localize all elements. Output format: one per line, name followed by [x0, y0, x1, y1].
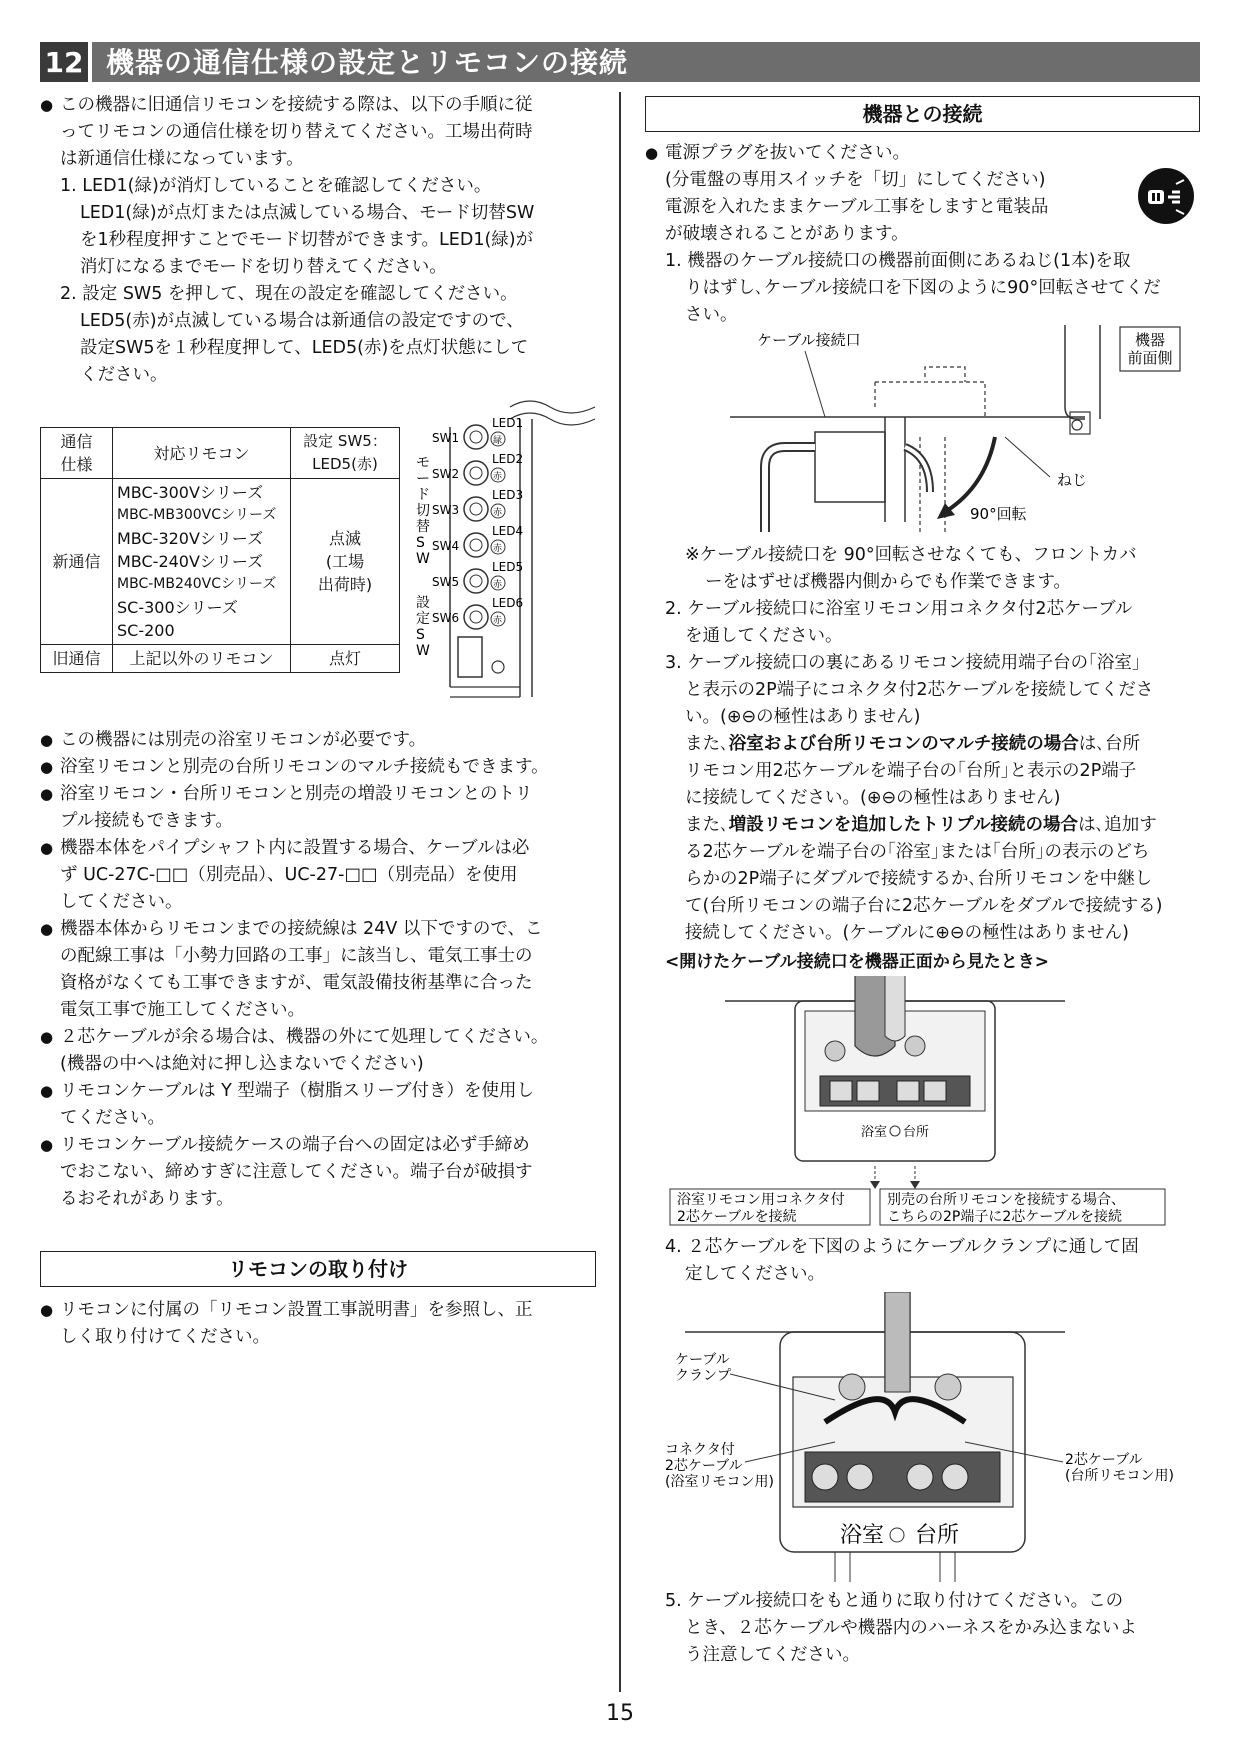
step-2: 2. 設定 SW5 を押して、現在の設定を確認してください。 LED5(赤)が点滅している場合は新通信の設定ですので、 設定SW5を１秒程度押して、LED5(赤)を点灯状態にして ください。: [60, 284, 529, 385]
led-color-label: 赤: [493, 616, 503, 626]
fig1-port-label: ケーブル接続口: [757, 331, 861, 349]
connector: [458, 637, 482, 677]
switch-button: [464, 533, 488, 557]
table-cell: 上記以外のリモコン: [113, 645, 291, 673]
switch-button-inner: [470, 503, 482, 515]
fig2-bath-label: 浴室: [861, 1125, 888, 1140]
fig3-left-label-2: 2芯ケーブル: [665, 1458, 743, 1474]
led-label: LED5: [492, 560, 524, 574]
fig1-screw-label: ねじ: [1057, 471, 1088, 489]
list-item: ● 浴室リモコンと別売の台所リモコンのマルチ接続もできます。: [40, 754, 596, 781]
remote-install-heading: リモコンの取り付け: [40, 1251, 596, 1287]
led-label: LED3: [492, 488, 524, 502]
table-header-remote: 対応リモコン: [113, 428, 291, 479]
left-column: [40, 92, 596, 1351]
switch-button-inner: [470, 539, 482, 551]
table-cell: 新通信: [41, 479, 113, 645]
fig3-clamp-label-2: クランプ: [675, 1368, 731, 1384]
list-item: ● リモコンケーブル接続ケースの端子台への固定は必ず手締め でおこない、締めすぎに注意してください。端子台が破損す るおそれがあります。: [40, 1132, 596, 1213]
rotation-figure: [645, 307, 1200, 542]
switch-label: SW2: [432, 467, 460, 481]
table-cell: 点灯: [291, 645, 400, 673]
fig2-box1-line1: 浴室リモコン用コネクタ付: [677, 1192, 845, 1208]
list-item: ● 浴室リモコン・台所リモコンと別売の増設リモコンとのトリ プル接続もできます。: [40, 781, 596, 835]
settings-area: [40, 397, 596, 727]
fig3-right-label-2: (台所リモコン用): [1065, 1468, 1174, 1484]
led-label: LED1: [492, 416, 524, 430]
switch-button-inner: [470, 467, 482, 479]
list-item: ● 機器本体をパイプシャフト内に設置する場合、ケーブルは必 ず UC-27C-□□（別売品）、UC-27-□□（別売品）を使用 してください。: [40, 835, 596, 916]
led-color-label: 赤: [493, 472, 503, 482]
conn-step-1: 1. 機器のケーブル接続口の機器前面側にあるねじ(1本)を取 りはずし､ケーブル接続口を下図のように90°回転させてくだ さい。: [665, 251, 1161, 325]
section-title: 機器の通信仕様の設定とリモコンの接続: [106, 45, 629, 79]
switch-label: SW6: [432, 611, 460, 625]
switch-label: SW5: [432, 575, 460, 589]
fig3-bath-label: 浴室: [840, 1523, 885, 1548]
fig2-box2-line1: 別売の台所リモコンを接続する場合、: [887, 1192, 1125, 1208]
list-item: ● 機器本体からリモコンまでの接続線は 24V 以下ですので、こ の配線工事は「小勢力回路の工事」に該当し、電気工事士の 資格がなくても工事できますが、電気設備技術基準に合った 電気工事で施工してください。: [40, 916, 596, 1024]
table-header-sw5: 設定 SW5： LED5(赤): [291, 428, 400, 479]
fig2-kitchen-label: 台所: [903, 1125, 930, 1140]
led-color-label: 赤: [493, 508, 503, 518]
switch-label: SW4: [432, 539, 460, 553]
column-divider: [619, 92, 621, 1692]
conn-step-4: 4. ２芯ケーブルを下図のようにケーブルクランプに通して固 定してください。: [665, 1237, 1139, 1284]
rotation-note: ※ケーブル接続口を 90°回転させなくても、フロントカバ ーをはずせば機器内側からでも作業できます。: [685, 545, 1137, 592]
switch-button: [464, 497, 488, 521]
conn-step-3: 3. ケーブル接続口の裏にあるリモコン接続用端子台の｢浴室｣ と表示の2P端子にコネクタ付2芯ケーブルを接続してくださ い。(⊕⊖の極性はありません) また､浴室および台所リモコンのマルチ接続の場合は､台所 リモコン用2芯ケーブルを端子台の｢台所｣と表示の2P端子 に接続してください。(⊕⊖の極性はありません) また､増設リモコンを追加したトリプル接続の場合は､追加す る2芯ケーブルを端子台の｢浴室｣または｢台所｣の表示のどち らかの2P端子にダブルで接続するか､台所リモコンを中継し て(台所リモコンの端子台に2芯ケーブルをダブルで接続する) 接続してください。(ケーブルに⊕⊖の極性はありません): [665, 653, 1163, 943]
led-color-label: 赤: [493, 544, 503, 554]
led-label: LED4: [492, 524, 524, 538]
fig2-caption: <開けたケーブル接続口を機器正面から見たとき>: [665, 952, 1049, 972]
switch-button: [464, 605, 488, 629]
section-number: 12: [40, 42, 92, 82]
led-color-label: 緑: [493, 436, 503, 446]
switch-button-inner: [470, 575, 482, 587]
fig2-box1-line2: 2芯ケーブルを接続: [677, 1209, 797, 1225]
led-color-label: 赤: [493, 580, 503, 590]
section-header: [40, 42, 1200, 82]
fig3-right-label-1: 2芯ケーブル: [1065, 1452, 1143, 1468]
fig3-clamp-label-1: ケーブル: [675, 1352, 730, 1368]
list-item: ● この機器には別売の浴室リモコンが必要です。: [40, 727, 596, 754]
table-cell-models: MBC-300Vシリーズ MBC-MB300VCシリーズ MBC-320Vシリーズ MBC-240Vシリーズ MBC-MB240VCシリーズ SC-300シリーズ SC-200: [113, 479, 291, 645]
fig1-front-label-2: 前面側: [1127, 349, 1173, 367]
led-label: LED6: [492, 596, 524, 610]
switch-button-inner: [470, 611, 482, 623]
unplug-icon: [1136, 166, 1196, 226]
led-label: LED2: [492, 452, 524, 466]
switch-label: SW1: [432, 431, 460, 445]
switch-button: [464, 569, 488, 593]
fig2-box2-line2: こちらの2P端子に2芯ケーブルを接続: [887, 1209, 1122, 1225]
page-number: 15: [606, 1701, 634, 1726]
intro-paragraph: ● この機器に旧通信リモコンを接続する際は、以下の手順に従 ってリモコンの通信仕様を切り替えてください。工場出荷時 は新通信仕様になっています。: [40, 92, 596, 173]
switch-led-diagram: [410, 397, 600, 727]
notes-list: [40, 727, 596, 1213]
fig1-front-label-1: 機器: [1134, 331, 1166, 349]
fig1-rotate-label: 90°回転: [970, 505, 1027, 523]
cable-clamp-figure: [645, 1292, 1200, 1582]
mode-sw-label: モード切替 S W: [416, 455, 430, 567]
table-header-spec: 通信 仕様: [41, 428, 113, 479]
list-item: ● リモコンケーブルは Y 型端子（樹脂スリーブ付き）を使用し てください。: [40, 1078, 596, 1132]
hole: [492, 661, 504, 673]
step-1: 1. LED1(緑)が消灯していることを確認してください。 LED1(緑)が点灯または点滅している場合、モード切替SW を1秒程度押すことでモード切替ができます。LED1(緑)が 消灯になるまでモードを切り替えてください。: [60, 176, 535, 277]
switch-column: [432, 416, 523, 629]
switch-button: [464, 425, 488, 449]
set-sw-label: 設定 S W: [416, 595, 430, 659]
power-warning: ● 電源プラグを抜いてください。 (分電盤の専用スイッチを「切」にしてください) 電源を入れたままケーブル工事をしますと電装品 が破壊されることがあります。: [645, 140, 1200, 248]
list-item: ● ２芯ケーブルが余る場合は、機器の外にて処理してください。 (機器の中へは絶対に押し込まないでください): [40, 1024, 596, 1078]
switch-label: SW3: [432, 503, 460, 517]
fig3-kitchen-label: 台所: [915, 1523, 960, 1548]
conn-step-2: 2. ケーブル接続口に浴室リモコン用コネクタ付2芯ケーブル を通してください。: [665, 599, 1133, 646]
terminal-front-figure: [645, 976, 1200, 1226]
remote-compat-table: [40, 427, 400, 673]
conn-step-5: 5. ケーブル接続口をもと通りに取り付けてください。この とき、２芯ケーブルや機器内のハーネスをかみ込まないよ う注意してください。: [665, 1591, 1137, 1665]
fig3-left-label-3: (浴室リモコン用): [665, 1474, 774, 1490]
fig3-left-label-1: コネクタ付: [665, 1442, 735, 1458]
table-cell: 点滅 (工場 出荷時): [291, 479, 400, 645]
remote-install-text: ● リモコンに付属の「リモコン設置工事説明書」を参照し、正 しく取り付けてください。: [40, 1297, 596, 1351]
connection-heading: 機器との接続: [645, 96, 1200, 132]
table-cell: 旧通信: [41, 645, 113, 673]
switch-button-inner: [470, 431, 482, 443]
switch-button: [464, 461, 488, 485]
right-column: [645, 92, 1200, 1669]
